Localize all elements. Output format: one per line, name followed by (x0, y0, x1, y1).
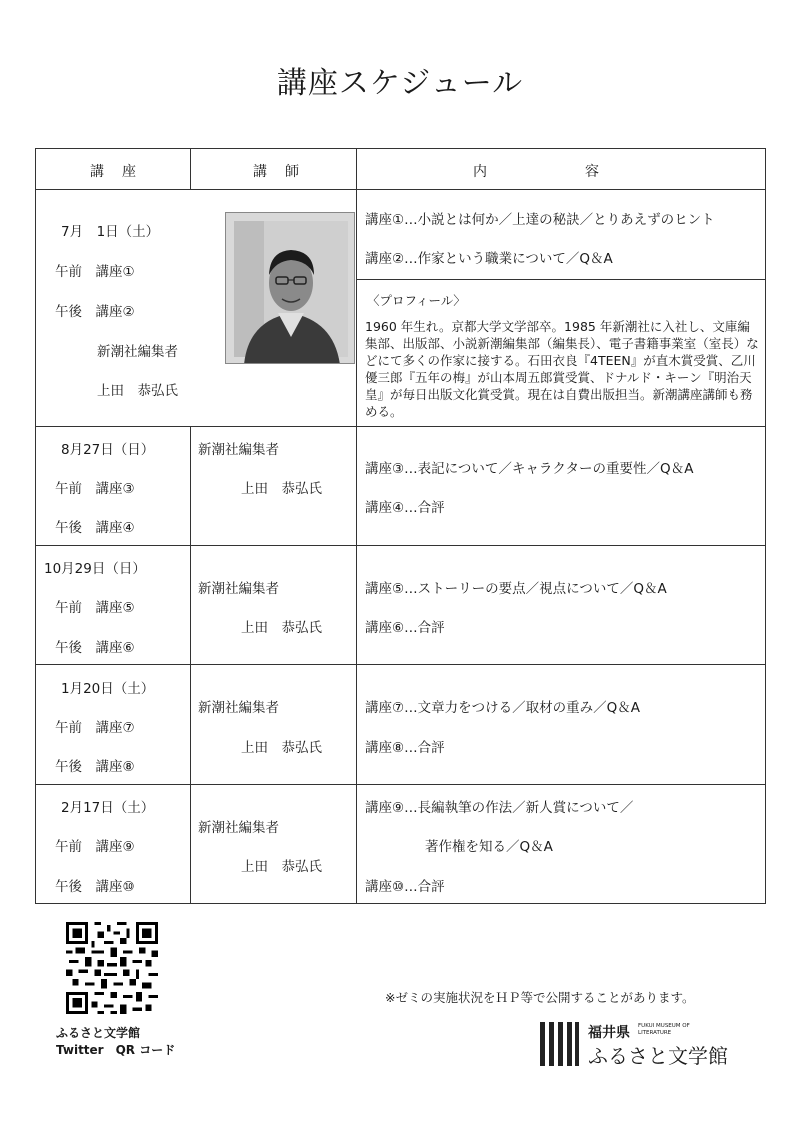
col-divider-2 (356, 148, 357, 904)
table-border-left (35, 148, 36, 904)
session-pm: 午後 講座⑩ (55, 879, 135, 895)
logo-prefecture: 福井県 (588, 1025, 630, 1041)
content-line: 講座⑨…長編執筆の作法／新人賞について／ (365, 800, 634, 816)
col-divider-1 (190, 426, 191, 904)
session-am: 午前 講座⑨ (55, 839, 135, 855)
lecturer-photo (225, 212, 355, 364)
session-date: 10月29日（日） (44, 561, 146, 577)
session-date: 1月20日（土） (61, 681, 155, 697)
schedule-table (35, 148, 766, 904)
content-line: 講座③…表記について／キャラクターの重要性／Q＆A (365, 461, 694, 477)
col-divider-1-header (190, 148, 191, 190)
lecturer-name: 上田 恭弘氏 (97, 383, 178, 399)
content-line: 講座⑤…ストーリーの要点／視点について／Q＆A (365, 581, 667, 597)
content-line: 講座⑩…合評 (365, 879, 445, 895)
session-am: 午前 講座① (55, 264, 135, 280)
content-line: 講座①…小説とは何か／上達の秘訣／とりあえずのヒント (365, 212, 715, 228)
header-course: 講 座 (90, 164, 138, 180)
lecturer-name: 上田 恭弘氏 (241, 481, 322, 497)
row-divider-3 (35, 664, 766, 665)
portrait-image (226, 213, 355, 364)
header-lecturer: 講 師 (253, 164, 301, 180)
session-date: 8月27日（日） (61, 442, 155, 458)
table-border-top (35, 148, 766, 149)
qr-caption-title: ふるさと文学館 (56, 1026, 141, 1040)
logo-english-2: LITERATURE (638, 1030, 672, 1036)
content-line: 講座④…合評 (365, 500, 445, 516)
session-date: 7月 1日（土） (61, 224, 160, 240)
disclosure-note: ※ゼミの実施状況をＨＰ等で公開することがあります。 (385, 990, 695, 1005)
lecturer-name: 上田 恭弘氏 (241, 620, 322, 636)
session-am: 午前 講座⑤ (55, 600, 135, 616)
logo-name: ふるさと文学館 (588, 1044, 728, 1068)
session-am: 午前 講座⑦ (55, 720, 135, 736)
row-divider-1 (35, 426, 766, 427)
table-border-right (765, 148, 766, 904)
profile-divider (356, 279, 766, 280)
row-divider-2 (35, 545, 766, 546)
lecturer-org: 新潮社編集者 (198, 442, 279, 458)
session-pm: 午後 講座② (55, 304, 135, 320)
lecturer-name: 上田 恭弘氏 (241, 859, 322, 875)
lecturer-org: 新潮社編集者 (198, 820, 279, 836)
session-pm: 午後 講座⑥ (55, 640, 135, 656)
content-line: 講座⑦…文章力をつける／取材の重み／Q＆A (365, 700, 640, 716)
content-line: 講座⑧…合評 (365, 740, 445, 756)
session-pm: 午後 講座⑧ (55, 759, 135, 775)
museum-logo (538, 1020, 738, 1068)
page-title: 講座スケジュール (276, 66, 524, 101)
content-line: 講座⑥…合評 (365, 620, 445, 636)
table-border-bottom (35, 903, 766, 904)
content-line: 講座②…作家という職業について／Q＆A (365, 251, 613, 267)
profile-text: 1960 年生れ。京都大学文学部卒。1985 年新潮社に入社し、文庫編集部、出版部、小説新潮編集部（編集長）、電子書籍事業室（室長）などにて多くの作家に接する。石田衣良『4TEEN』が直木賞受賞、乙川優三郎『五年の梅』が山本周五郎賞受賞、ドナルド・キーン『明治天皇』が毎日出版文化賞受賞。現在は自費出版担当。新潮講座講師も務める。 (365, 319, 759, 419)
content-line: 著作権を知る／Q＆A (425, 839, 553, 855)
lecturer-org: 新潮社編集者 (198, 700, 279, 716)
qr-code[interactable] (66, 922, 158, 1014)
logo-english-1: FUKUI MUSEUM OF (638, 1023, 690, 1029)
qr-caption-sub: Twitter QR コード (56, 1043, 176, 1057)
header-content: 内 容 (473, 164, 601, 180)
lecturer-name: 上田 恭弘氏 (241, 740, 322, 756)
row-divider-4 (35, 784, 766, 785)
lecturer-org: 新潮社編集者 (198, 581, 279, 597)
session-date: 2月17日（土） (61, 800, 155, 816)
session-pm: 午後 講座④ (55, 520, 135, 536)
museum-logo-mark-icon (538, 1022, 580, 1066)
profile-heading: 〈プロフィール〉 (367, 293, 466, 308)
header-divider (35, 189, 766, 190)
lecturer-org: 新潮社編集者 (97, 344, 178, 360)
session-am: 午前 講座③ (55, 481, 135, 497)
